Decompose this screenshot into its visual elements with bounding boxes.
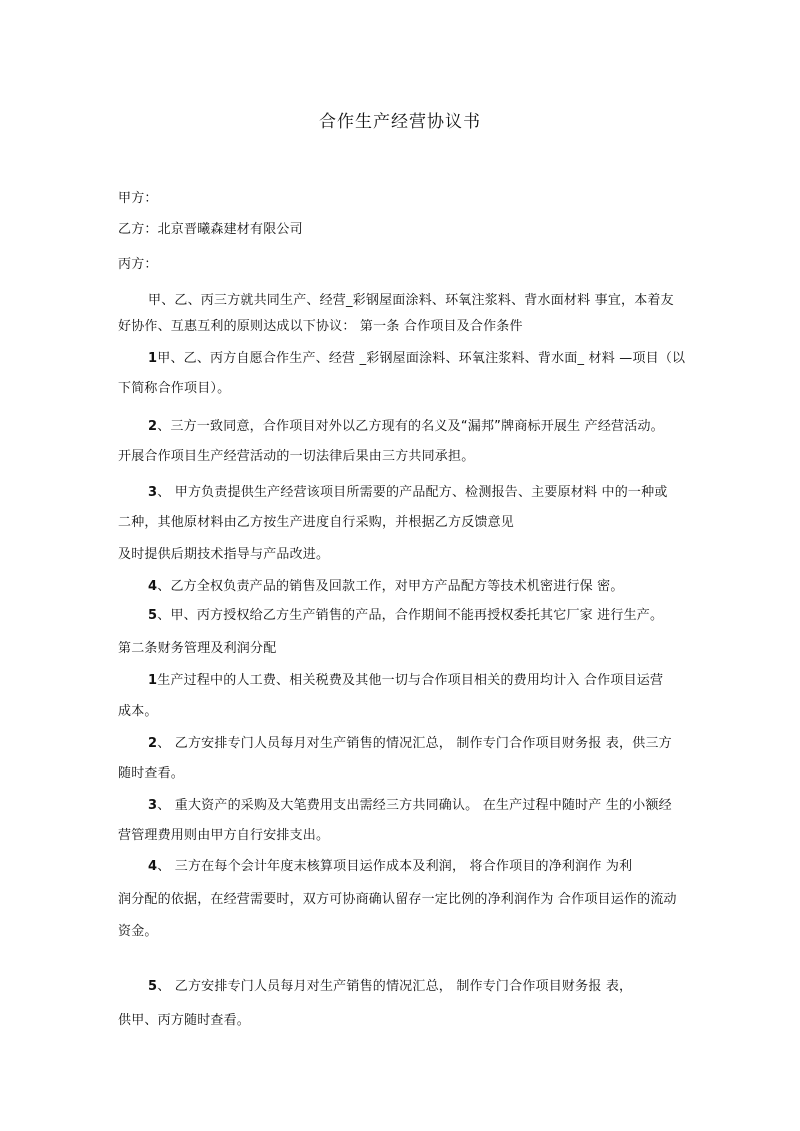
art1-item3-line3: 及时提供后期技术指导与产品改进。 (118, 547, 330, 562)
art2-item1-line1 (148, 672, 663, 690)
art1-item5-line1 (148, 607, 663, 625)
item-number: 4 (148, 579, 158, 594)
document-title: 合作生产经营协议书 (319, 112, 481, 132)
item-number: 3 (148, 485, 158, 500)
art1-item3-line2: 二种，其他原材料由乙方按生产进度自行采购，并根据乙方反馈意见 (118, 515, 515, 530)
art2-item4-line1 (148, 858, 632, 876)
art2-item3-line1 (148, 797, 672, 815)
item-text: 、三方一致同意，合作项目对外以乙方现有的名义及“漏邦”牌商标开展生 产经营活动。 (157, 419, 664, 434)
item-number: 5 (148, 979, 158, 994)
party-b-line: 乙方：北京晋曦森建材有限公司 (118, 222, 303, 237)
art2-item3-line2: 营管理费用则由甲方自行安排支出。 (118, 828, 330, 843)
item-number: 4 (148, 859, 158, 874)
item-text: 生产过程中的人工费、相关税费及其他一切与合作项目相关的费用均计入 合作项目运营 (157, 673, 664, 688)
item-number: 2 (148, 419, 158, 434)
item-text: 、 甲方负责提供生产经营该项目所需要的产品配方、检测报告、主要原材料 中的一种或 (157, 485, 668, 500)
item-number: 2 (148, 736, 158, 751)
art1-item4-line1 (148, 578, 624, 596)
art1-item3-line1 (148, 484, 668, 502)
item-number: 1 (148, 673, 158, 688)
party-a-line: 甲方： (118, 191, 158, 206)
art2-item5-line1 (148, 978, 632, 996)
item-number: 3 (148, 798, 158, 813)
item-text: 、 三方在每个会计年度末核算项目运作成本及利润， 将合作项目的净利润作 为利 (157, 859, 633, 874)
intro-line-1: 甲、乙、丙三方就共同生产、经营_彩钢屋面涂料、环氧注浆料、背水面材料 事宜，本着友 (148, 293, 674, 308)
art2-item2-line1 (148, 735, 672, 753)
art2-item5-line2: 供甲、丙方随时查看。 (118, 1013, 251, 1028)
art1-item2-line2: 开展合作项目生产经营活动的一切法律后果由三方共同承担。 (118, 449, 475, 464)
party-c-line: 丙方： (118, 257, 158, 272)
article-2-heading: 第二条财务管理及利润分配 (118, 641, 277, 656)
item-text: 、 重大资产的采购及大笔费用支出需经三方共同确认。 在生产过程中随时产 生的小额经 (157, 798, 672, 813)
item-number: 1 (148, 351, 158, 366)
art2-item4-line2: 润分配的依据，在经营需要时，双方可协商确认留存一定比例的净利润作为 合作项目运作的流动 (118, 892, 677, 907)
item-text: 甲、乙、丙方自愿合作生产、经营 _彩钢屋面涂料、环氧注浆料、背水面_ 材料 —项目（以 (157, 351, 686, 366)
intro-line-2: 好协作、互惠互利的原则达成以下协议： 第一条 合作项目及合作条件 (118, 319, 523, 334)
item-text: 、乙方全权负责产品的销售及回款工作，对甲方产品配方等技术机密进行保 密。 (157, 579, 624, 594)
item-text: 、 乙方安排专门人员每月对生产销售的情况汇总， 制作专门合作项目财务报 表， (157, 979, 633, 994)
art2-item4-line3: 资金。 (118, 924, 158, 939)
art1-item2-line1 (148, 418, 664, 436)
art2-item2-line2: 随时查看。 (118, 766, 185, 781)
art1-item1-line2: 下简称合作项目）。 (118, 381, 231, 396)
item-text: 、甲、丙方授权给乙方生产销售的产品，合作期间不能再授权委托其它厂家 进行生产。 (157, 608, 664, 623)
art2-item1-line2: 成本。 (118, 704, 158, 719)
art1-item1-line1 (148, 350, 685, 368)
item-text: 、 乙方安排专门人员每月对生产销售的情况汇总， 制作专门合作项目财务报 表，供三方 (157, 736, 672, 751)
item-number: 5 (148, 608, 158, 623)
